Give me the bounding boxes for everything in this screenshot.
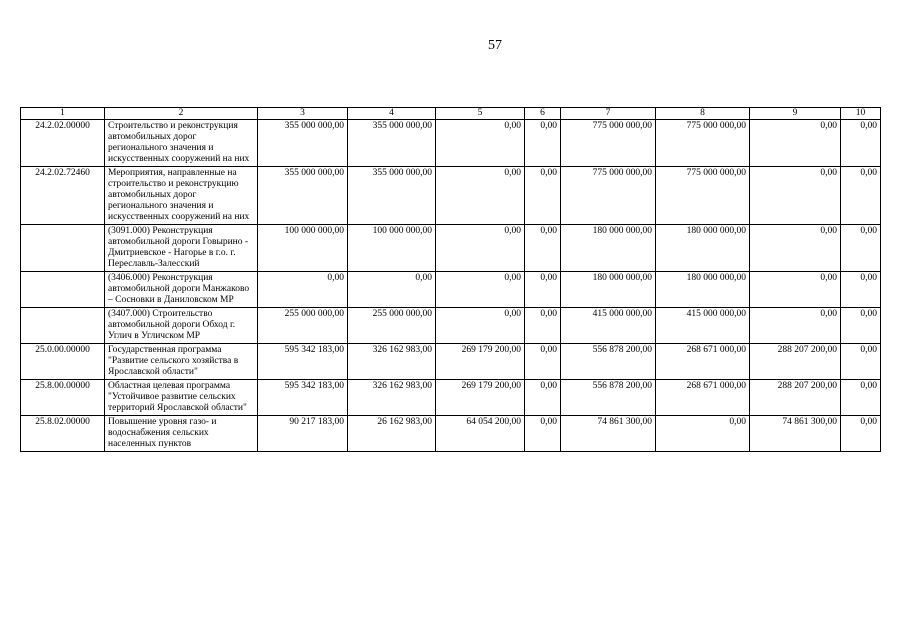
cell-name: Мероприятия, направленные на строительство и реконструкцию автомобильных дорог регионального значения и искусственных сооружений на них xyxy=(105,167,258,225)
table-row xyxy=(21,120,881,167)
cell-col6: 0,00 xyxy=(525,272,561,308)
cell-col3: 255 000 000,00 xyxy=(258,308,348,344)
cell-col9: 74 861 300,00 xyxy=(750,416,841,452)
cell-col3: 90 217 183,00 xyxy=(258,416,348,452)
cell-col6: 0,00 xyxy=(525,225,561,272)
cell-col9: 0,00 xyxy=(750,272,841,308)
cell-col8: 268 671 000,00 xyxy=(656,344,750,380)
cell-col7: 180 000 000,00 xyxy=(561,225,656,272)
cell-col9: 288 207 200,00 xyxy=(750,344,841,380)
cell-col3: 100 000 000,00 xyxy=(258,225,348,272)
cell-code xyxy=(21,308,105,344)
cell-col10: 0,00 xyxy=(841,167,881,225)
cell-col3: 0,00 xyxy=(258,272,348,308)
cell-col8: 180 000 000,00 xyxy=(656,272,750,308)
cell-col5: 64 054 200,00 xyxy=(436,416,525,452)
cell-col8: 775 000 000,00 xyxy=(656,120,750,167)
cell-col10: 0,00 xyxy=(841,380,881,416)
cell-col9: 288 207 200,00 xyxy=(750,380,841,416)
cell-col3: 355 000 000,00 xyxy=(258,120,348,167)
cell-col7: 556 878 200,00 xyxy=(561,344,656,380)
table-row xyxy=(21,416,881,452)
cell-col4: 326 162 983,00 xyxy=(348,344,436,380)
page-number: 57 xyxy=(488,38,502,53)
cell-col4: 26 162 983,00 xyxy=(348,416,436,452)
cell-name: Повышение уровня газо- и водоснабжения сельских населенных пунктов xyxy=(105,416,258,452)
cell-col9: 0,00 xyxy=(750,167,841,225)
cell-code: 25.8.00.00000 xyxy=(21,380,105,416)
cell-col7: 74 861 300,00 xyxy=(561,416,656,452)
cell-name: Строительство и реконструкция автомобильных дорог регионального значения и искусственных сооружений на них xyxy=(105,120,258,167)
column-header: 4 xyxy=(348,108,436,120)
cell-col4: 355 000 000,00 xyxy=(348,120,436,167)
cell-col4: 0,00 xyxy=(348,272,436,308)
cell-col9: 0,00 xyxy=(750,120,841,167)
cell-col7: 775 000 000,00 xyxy=(561,167,656,225)
cell-code xyxy=(21,272,105,308)
cell-col4: 100 000 000,00 xyxy=(348,225,436,272)
cell-col6: 0,00 xyxy=(525,120,561,167)
cell-col6: 0,00 xyxy=(525,416,561,452)
cell-col8: 268 671 000,00 xyxy=(656,380,750,416)
cell-col10: 0,00 xyxy=(841,308,881,344)
column-header: 8 xyxy=(656,108,750,120)
table-row xyxy=(21,344,881,380)
cell-col10: 0,00 xyxy=(841,416,881,452)
table-row xyxy=(21,380,881,416)
cell-name: (3406.000) Реконструкция автомобильной дороги Манжаково – Сосновки в Даниловском МР xyxy=(105,272,258,308)
cell-col5: 0,00 xyxy=(436,120,525,167)
cell-col10: 0,00 xyxy=(841,272,881,308)
cell-col9: 0,00 xyxy=(750,225,841,272)
cell-col10: 0,00 xyxy=(841,225,881,272)
cell-code: 24.2.02.00000 xyxy=(21,120,105,167)
cell-col8: 775 000 000,00 xyxy=(656,167,750,225)
cell-col5: 0,00 xyxy=(436,167,525,225)
cell-col4: 326 162 983,00 xyxy=(348,380,436,416)
header-row xyxy=(21,108,881,120)
cell-col8: 415 000 000,00 xyxy=(656,308,750,344)
cell-col6: 0,00 xyxy=(525,167,561,225)
cell-name: Областная целевая программа "Устойчивое развитие сельских территорий Ярославской области" xyxy=(105,380,258,416)
cell-col6: 0,00 xyxy=(525,380,561,416)
cell-col9: 0,00 xyxy=(750,308,841,344)
cell-col8: 0,00 xyxy=(656,416,750,452)
cell-col3: 355 000 000,00 xyxy=(258,167,348,225)
cell-name: Государственная программа "Развитие сельского хозяйства в Ярославской области" xyxy=(105,344,258,380)
table-row xyxy=(21,308,881,344)
cell-col7: 556 878 200,00 xyxy=(561,380,656,416)
cell-name: (3407.000) Строительство автомобильной дороги Обход г. Углич в Угличском МР xyxy=(105,308,258,344)
column-header: 1 xyxy=(21,108,105,120)
cell-name: (3091.000) Реконструкция автомобильной дороги Говырино - Дмитриевское - Нагорье в г.о. г. Переславль-Залесский xyxy=(105,225,258,272)
cell-col5: 0,00 xyxy=(436,272,525,308)
cell-col6: 0,00 xyxy=(525,308,561,344)
cell-col5: 269 179 200,00 xyxy=(436,344,525,380)
column-header: 3 xyxy=(258,108,348,120)
column-header: 9 xyxy=(750,108,841,120)
cell-col7: 180 000 000,00 xyxy=(561,272,656,308)
column-header: 10 xyxy=(841,108,881,120)
cell-col10: 0,00 xyxy=(841,120,881,167)
table-row xyxy=(21,272,881,308)
column-header: 6 xyxy=(525,108,561,120)
cell-col4: 355 000 000,00 xyxy=(348,167,436,225)
budget-table xyxy=(20,107,881,452)
cell-col5: 0,00 xyxy=(436,225,525,272)
cell-code xyxy=(21,225,105,272)
cell-col7: 775 000 000,00 xyxy=(561,120,656,167)
column-header: 2 xyxy=(105,108,258,120)
cell-col3: 595 342 183,00 xyxy=(258,344,348,380)
cell-code: 25.8.02.00000 xyxy=(21,416,105,452)
cell-col6: 0,00 xyxy=(525,344,561,380)
cell-code: 24.2.02.72460 xyxy=(21,167,105,225)
cell-col8: 180 000 000,00 xyxy=(656,225,750,272)
column-header: 7 xyxy=(561,108,656,120)
cell-col3: 595 342 183,00 xyxy=(258,380,348,416)
cell-col7: 415 000 000,00 xyxy=(561,308,656,344)
cell-col10: 0,00 xyxy=(841,344,881,380)
table-row xyxy=(21,167,881,225)
cell-col4: 255 000 000,00 xyxy=(348,308,436,344)
cell-col5: 269 179 200,00 xyxy=(436,380,525,416)
table-row xyxy=(21,225,881,272)
cell-code: 25.0.00.00000 xyxy=(21,344,105,380)
column-header: 5 xyxy=(436,108,525,120)
cell-col5: 0,00 xyxy=(436,308,525,344)
